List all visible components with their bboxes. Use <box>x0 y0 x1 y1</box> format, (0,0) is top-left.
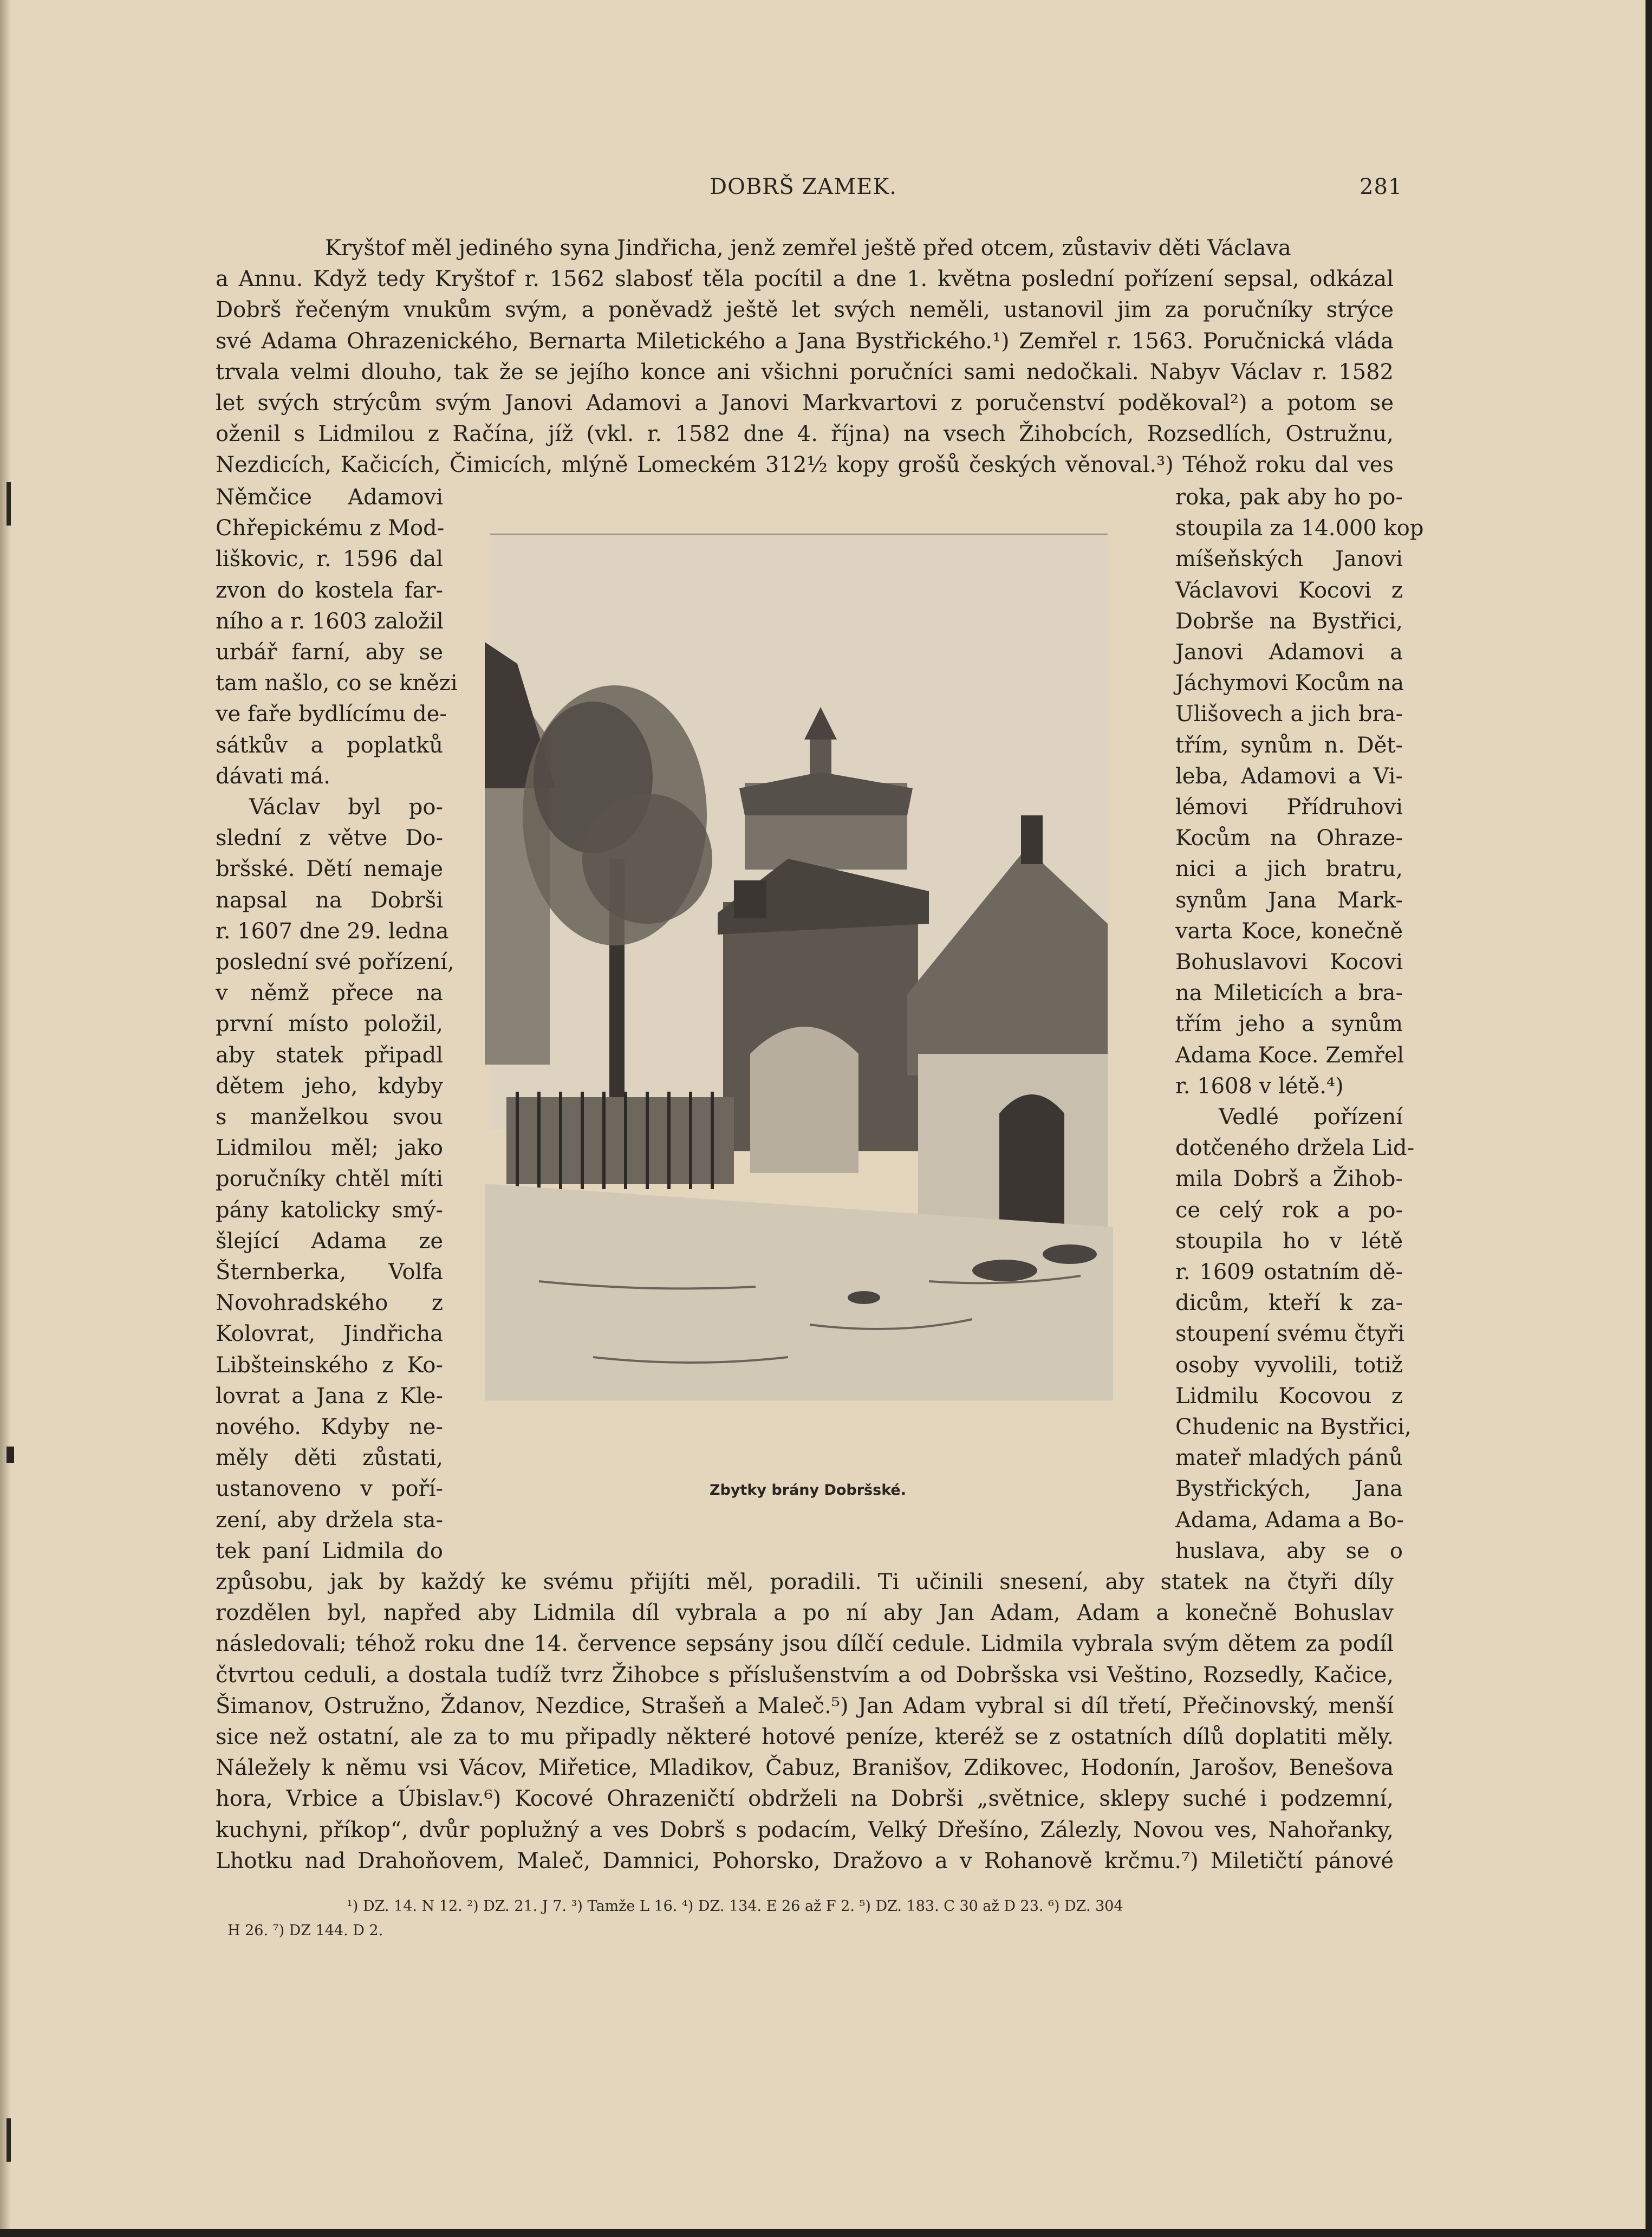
text-line: poslední své pořízení, <box>216 950 454 975</box>
text-line: osoby vyvolili, totiž <box>1175 1352 1403 1378</box>
footnote-line-2: H 26. ⁷) DZ 144. D 2. <box>227 1922 383 1939</box>
gate-illustration <box>485 534 1113 1411</box>
text-line: Dobrše na Bystřici, <box>1175 608 1403 634</box>
text-line: let svých strýcům svým Janovi Adamovi a Janovi Markvartovi z poručenství poděkoval²) a potom se <box>216 391 1394 416</box>
text-line: aby statek připadl <box>216 1042 443 1068</box>
text-line: synům Jana Mark- <box>1175 887 1403 913</box>
text-line: dětem jeho, kdyby <box>216 1073 443 1099</box>
text-line: měly děti zůstati, <box>216 1445 443 1471</box>
text-line: varta Koce, konečně <box>1175 918 1403 944</box>
text-line: mila Dobrš a Žihob- <box>1175 1166 1403 1192</box>
text-line: ce celý rok a po- <box>1175 1197 1403 1223</box>
page-edge-shadow <box>0 0 11 2229</box>
text-line: tek paní Lidmila do <box>216 1538 443 1564</box>
text-line: lémovi Přídruhovi <box>1175 795 1403 820</box>
text-line: kuchyni, příkop“, dvůr poplužný a ves Dobrš s podacím, Velký Dřešíno, Zálezly, Novou ves, Nahořanky, <box>216 1817 1394 1843</box>
margin-mark <box>6 2118 11 2162</box>
text-line: nového. Kdyby ne- <box>216 1415 443 1440</box>
figure-caption: Zbytky brány Dobršské. <box>710 1482 906 1499</box>
text-line: hora, Vrbice a Úbislav.⁶) Kocové Ohrazeničtí obdrželi na Dobrši „světnice, sklepy suché i podzemní, <box>216 1786 1394 1812</box>
text-line: bršské. Dětí nemaje <box>216 857 443 882</box>
text-line: Šimanov, Ostružno, Ždanov, Nezdice, Strašeň a Maleč.⁵) Jan Adam vybral si díl třetí, Přečinovský, menší <box>216 1693 1394 1719</box>
text-line: ve faře bydlícímu de- <box>216 702 447 727</box>
text-line: sice než ostatní, ale za to mu připadly některé hotové peníze, kteréž se z ostatních dílů doplatiti měly. <box>216 1724 1394 1749</box>
text-line: Adama, Adama a Bo- <box>1175 1507 1404 1533</box>
text-line: a Annu. Když tedy Kryštof r. 1562 slabosť těla pocítil a dne 1. května poslední pořízení sepsal, odkázal <box>216 267 1394 292</box>
text-line: své Adama Ohrazenického, Bernarta Miletického a Jana Bystřického.¹) Zemřel r. 1563. Poručnická vláda <box>216 328 1394 354</box>
text-line: stoupila ho v létě <box>1175 1228 1403 1254</box>
text-line: Bystřických, Jana <box>1175 1476 1403 1502</box>
text-line: Libšteinského z Ko- <box>216 1352 443 1378</box>
text-line: napsal na Dobrši <box>216 887 443 913</box>
text-line: třím, synům n. Dět- <box>1175 732 1403 758</box>
text-line: rozdělen byl, napřed aby Lidmila díl vybrala a po ní aby Jan Adam, Adam a konečně Bohuslav <box>216 1600 1394 1626</box>
text-line: Nezdicích, Kačicích, Čimicích, mlýně Lomeckém 312½ kopy grošů českých věnoval.³) Téhož roku dal ves <box>216 452 1394 478</box>
text-line: lovrat a Jana z Kle- <box>216 1383 443 1409</box>
text-line: leba, Adamovi a Vi- <box>1175 763 1403 789</box>
text-line: mateř mladých pánů <box>1175 1445 1403 1471</box>
text-line: Jáchymovi Kocům na <box>1175 671 1404 696</box>
text-line: urbář farní, aby se <box>216 640 443 665</box>
text-line: Kryštof měl jediného syna Jindřicha, jenž zemřel ještě před otcem, zůstaviv děti Václava <box>325 236 1291 261</box>
text-line: Janovi Adamovi a <box>1175 640 1403 665</box>
text-line: třím jeho a synům <box>1175 1011 1403 1037</box>
text-line: zení, aby držela sta- <box>216 1507 443 1533</box>
text-line: Dobrš řečeným vnukům svým, a poněvadž ještě let svých neměli, ustanovil jim za poručníky strýce <box>216 297 1394 323</box>
text-line: trvala velmi dlouho, tak že se jejího konce ani všichni poručníci sami nedočkali. Nabyv Václav r. 1582 <box>216 359 1394 385</box>
page-number: 281 <box>1360 174 1403 199</box>
text-line: Lhotku nad Drahoňovem, Maleč, Damnici, Pohorsko, Dražovo a v Rohanově krčmu.⁷) Miletičtí pánové <box>216 1848 1394 1873</box>
text-line: zvon do kostela far- <box>216 578 443 603</box>
text-line: Kolovrat, Jindřicha <box>216 1321 443 1347</box>
text-line: na Mileticích a bra- <box>1175 981 1403 1006</box>
text-line: čtvrtou ceduli, a dostala tudíž tvrz Žihobce s příslušenstvím a od Dobršska vsi Veštino, Rozsedly, Kačice, <box>216 1662 1394 1688</box>
text-line: slední z větve Do- <box>216 826 443 851</box>
text-line: r. 1609 ostatním dě- <box>1175 1260 1403 1285</box>
text-line: následovali; téhož roku dne 14. července sepsány jsou dílčí cedule. Lidmila vybrala svým dětem za podíl <box>216 1631 1394 1657</box>
text-line: Chřepickému z Mod- <box>216 516 445 541</box>
text-line: ustanoveno v poří- <box>216 1476 443 1502</box>
text-line: stoupení svému čtyři <box>1175 1321 1405 1347</box>
text-line: míšeňských Janovi <box>1175 547 1403 572</box>
text-line: tam našlo, co se knězi <box>216 671 458 696</box>
text-line: Šternberka, Volfa <box>216 1260 443 1285</box>
text-line: s manželkou svou <box>216 1105 443 1130</box>
text-line: v němž přece na <box>216 981 443 1006</box>
text-line: nici a jich bratru, <box>1175 857 1403 882</box>
text-line: ního a r. 1603 založil <box>216 608 444 634</box>
text-line: Kocům na Ohraze- <box>1175 826 1403 851</box>
text-line: Lidmilu Kocovou z <box>1175 1383 1403 1409</box>
margin-mark <box>6 1447 14 1463</box>
text-line: Lidmilou měl; jako <box>216 1136 443 1161</box>
text-line: Náležely k němu vsi Vácov, Miřetice, Mladikov, Čabuz, Branišov, Zdikovec, Hodonín, Jarošov, Benešova <box>216 1755 1394 1781</box>
text-line: r. 1608 v létě.⁴) <box>1175 1073 1344 1099</box>
text-line: liškovic, r. 1596 dal <box>216 547 443 572</box>
text-line: Vedlé pořízení <box>1219 1105 1403 1130</box>
footnote-line-1: ¹) DZ. 14. N 12. ²) DZ. 21. J 7. ³) Tamže L 16. ⁴) DZ. 134. E 26 až F 2. ⁵) DZ. 183. C 30 až D 23. ⁶) DZ. 304 <box>347 1898 1123 1915</box>
text-line: Ulišovech a jich bra- <box>1175 702 1403 727</box>
text-line: roka, pak aby ho po- <box>1175 485 1403 510</box>
text-line: poručníky chtěl míti <box>216 1166 443 1192</box>
text-line: Novohradského z <box>216 1291 443 1316</box>
text-line: dicům, kteří k za- <box>1175 1291 1403 1316</box>
text-line: pány katolicky smý- <box>216 1197 443 1223</box>
text-line: šlející Adama ze <box>216 1228 443 1254</box>
text-line: Bohuslavovi Kocovi <box>1175 950 1403 975</box>
margin-mark <box>6 482 11 526</box>
text-line: Chudenic na Bystřici, <box>1175 1415 1412 1440</box>
text-line: způsobu, jak by každý ke svému přijíti měl, poradili. Ti učinili snesení, aby statek na čtyři díly <box>216 1570 1394 1594</box>
running-header-title: DOBRŠ ZAMEK. <box>710 174 897 199</box>
text-line: dávati má. <box>216 763 330 789</box>
text-line: dotčeného držela Lid- <box>1175 1136 1415 1161</box>
text-line: huslava, aby se o <box>1175 1538 1403 1564</box>
text-line: sátkův a poplatků <box>216 732 443 758</box>
text-line: oženil s Lidmilou z Račína, jíž (vkl. r. 1582 dne 4. října) na vsech Žihobcích, Rozsedlích, Ostružnu, <box>216 422 1394 447</box>
text-line: Němčice Adamovi <box>216 485 443 510</box>
text-line: stoupila za 14.000 kop <box>1175 516 1424 541</box>
text-line: Václavovi Kocovi z <box>1175 578 1403 603</box>
text-line: Adama Koce. Zemřel <box>1175 1042 1404 1068</box>
text-line: první místo položil, <box>216 1011 443 1037</box>
text-line: r. 1607 dne 29. ledna <box>216 918 449 944</box>
text-line: Václav byl po- <box>249 795 443 820</box>
